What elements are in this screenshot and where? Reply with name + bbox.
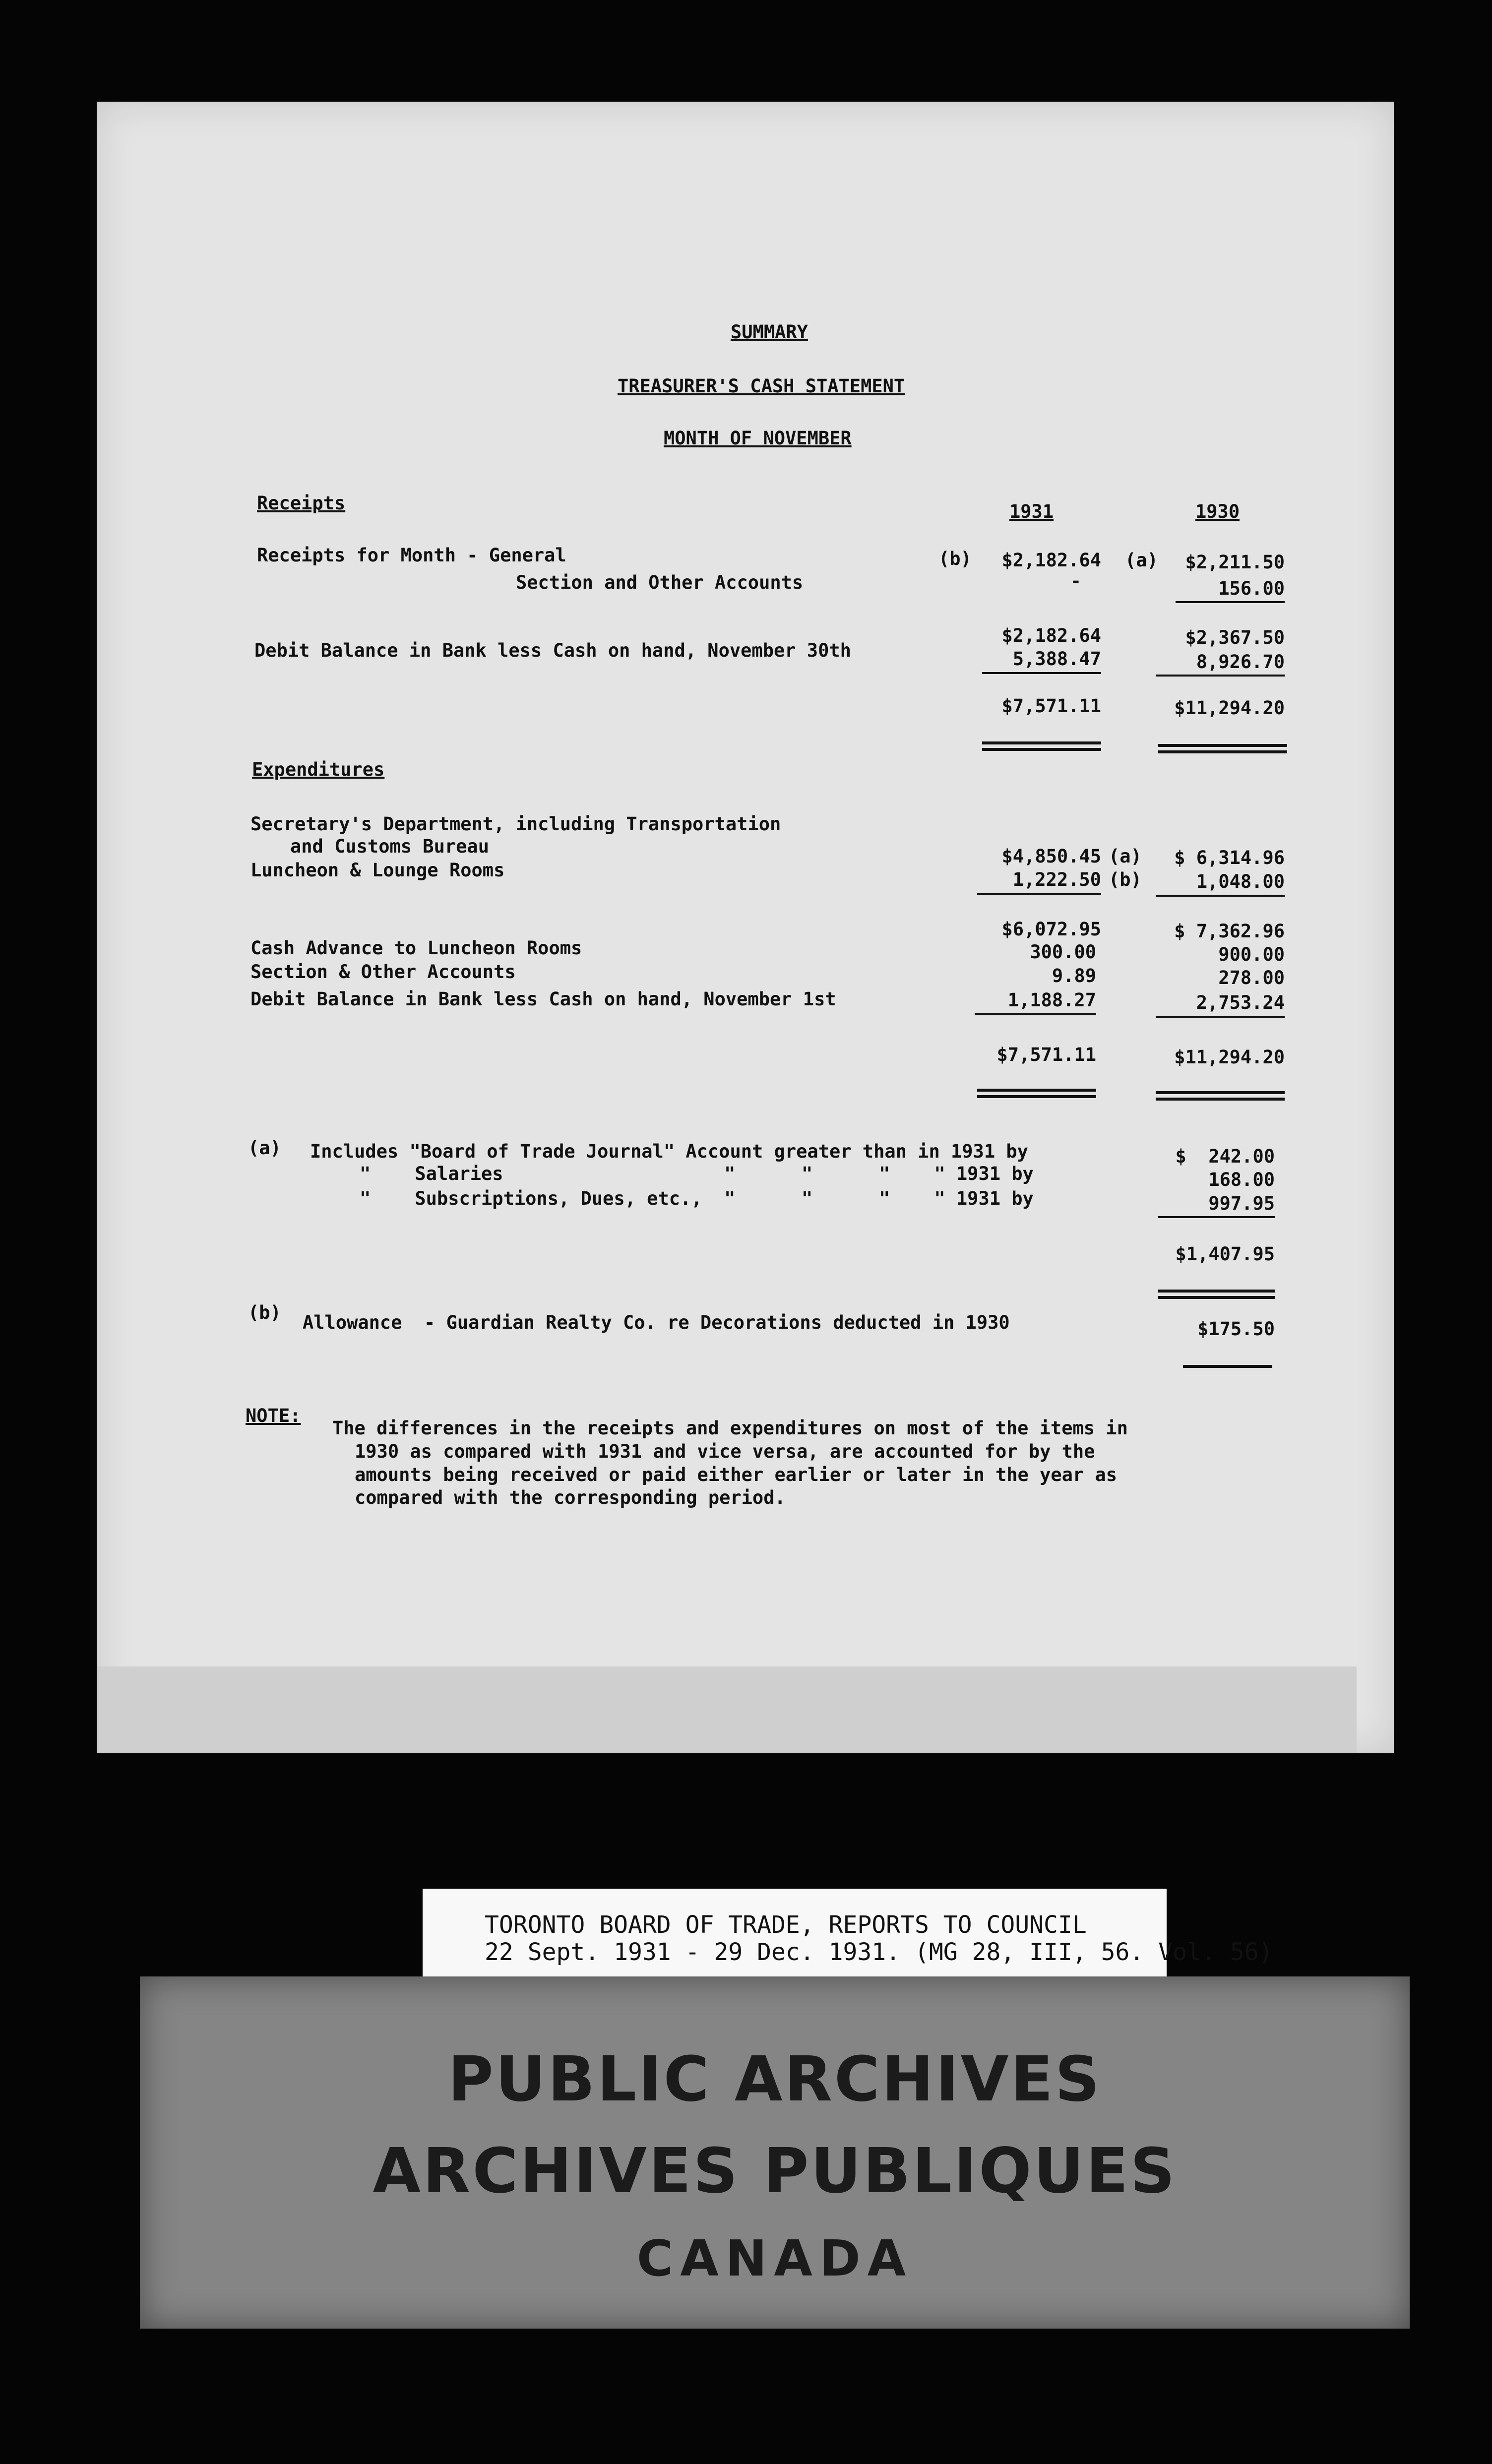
receipts-row1-mark-1930: (a) xyxy=(1125,550,1158,571)
receipts-row2-1930: 156.00 xyxy=(1218,578,1285,599)
rule-receipts-total-1930-b xyxy=(1158,750,1287,753)
rule-receipts-row3-1931 xyxy=(982,672,1101,674)
note-b-mark: (b) xyxy=(248,1302,281,1323)
note-line2: 1930 as compared with 1931 and vice versa, are accounted for by the xyxy=(355,1441,1095,1462)
expenditures-title: Expenditures xyxy=(252,759,385,780)
expenditures-row2-mark: (b) xyxy=(1109,869,1142,890)
receipts-row3-1930: 8,926.70 xyxy=(1196,651,1285,673)
expenditures-row4-1930: 278.00 xyxy=(1218,967,1285,988)
note-a-val1: $ 242.00 xyxy=(1175,1146,1275,1167)
receipts-total-1930: $11,294.20 xyxy=(1174,697,1285,719)
rule-receipts-row2 xyxy=(1176,601,1285,603)
stamp-line1: PUBLIC ARCHIVES xyxy=(448,2043,1102,2115)
note-a-total: $1,407.95 xyxy=(1175,1243,1275,1265)
expenditures-row5-label: Debit Balance in Bank less Cash on hand, November 1st xyxy=(250,988,836,1010)
rule-note-a-total-a xyxy=(1158,1290,1275,1293)
archives-stamp xyxy=(140,1976,1410,2329)
expenditures-row1-1931: $4,850.45 xyxy=(1001,846,1101,867)
rule-exp-row2-1931 xyxy=(977,893,1101,895)
expenditures-row4-1931: 9.89 xyxy=(1052,965,1096,986)
rule-receipts-total-1930-a xyxy=(1158,744,1287,747)
rule-receipts-total-1931-a xyxy=(982,741,1101,744)
note-b-val: $175.50 xyxy=(1197,1318,1275,1340)
expenditures-row2-label: Luncheon & Lounge Rooms xyxy=(250,860,505,881)
expenditures-row1-1930: $ 6,314.96 xyxy=(1174,847,1285,868)
expenditures-row5-1930: 2,753.24 xyxy=(1196,992,1285,1013)
expenditures-row2-1931: 1,222.50 xyxy=(1012,869,1101,890)
column-1930: 1930 xyxy=(1195,501,1240,522)
expenditures-row3-label: Cash Advance to Luncheon Rooms xyxy=(250,937,582,959)
expenditures-row1-label: Secretary's Department, including Transportation xyxy=(250,813,781,835)
expenditures-row3-1931: 300.00 xyxy=(1030,941,1096,963)
note-line3: amounts being received or paid either earlier or later in the year as xyxy=(355,1464,1118,1485)
heading-statement: TREASURER'S CASH STATEMENT xyxy=(618,375,905,397)
note-a-val2: 168.00 xyxy=(1208,1169,1275,1190)
expenditures-sub-1931: $6,072.95 xyxy=(1001,919,1101,940)
receipts-title: Receipts xyxy=(257,493,346,514)
expenditures-row1-label-b: and Customs Bureau xyxy=(290,836,489,857)
archive-label xyxy=(423,1889,1273,1978)
rule-exp-total-1930-a xyxy=(1156,1091,1285,1094)
rule-exp-total-1931-b xyxy=(977,1095,1096,1098)
heading-month: MONTH OF NOVEMBER xyxy=(664,428,852,449)
expenditures-total-1930: $11,294.20 xyxy=(1174,1047,1285,1068)
stamp-line2: ARCHIVES PUBLIQUES xyxy=(373,2135,1177,2207)
note-b-line: Allowance - Guardian Realty Co. re Decorations deducted in 1930 xyxy=(303,1312,1010,1333)
rule-receipts-row3-1930 xyxy=(1156,675,1285,677)
note-line1: The differences in the receipts and expenditures on most of the items in xyxy=(332,1417,1128,1439)
rule-exp-row5-1930 xyxy=(1156,1016,1285,1018)
rule-note-a-total-b xyxy=(1158,1296,1275,1299)
receipts-row2-1931: - xyxy=(1070,570,1081,592)
note-a-line2: " Salaries " " " " 1931 by xyxy=(360,1163,1034,1184)
note-line4: compared with the corresponding period. xyxy=(355,1487,786,1508)
note-label: NOTE: xyxy=(246,1405,301,1426)
receipts-sub-1931: $2,182.64 xyxy=(1001,625,1101,646)
receipts-row1-1930: $2,211.50 xyxy=(1185,552,1285,573)
note-a-line3: " Subscriptions, Dues, etc., " " " " 1931 by xyxy=(360,1188,1034,1209)
rule-exp-total-1930-b xyxy=(1156,1098,1285,1101)
receipts-row3-1931: 5,388.47 xyxy=(1012,648,1101,670)
expenditures-row5-1931: 1,188.27 xyxy=(1007,989,1096,1011)
note-a-mark: (a) xyxy=(248,1137,281,1159)
expenditures-row3-1930: 900.00 xyxy=(1218,944,1285,965)
rule-exp-total-1931-a xyxy=(977,1089,1096,1092)
expenditures-row4-label: Section & Other Accounts xyxy=(250,961,516,983)
expenditures-row2-1930: 1,048.00 xyxy=(1196,871,1285,892)
receipts-row3-label: Debit Balance in Bank less Cash on hand, November 30th xyxy=(254,640,851,661)
column-1931: 1931 xyxy=(1009,501,1054,522)
stamp-line3: CANADA xyxy=(636,2229,913,2287)
expenditures-sub-1930: $ 7,362.96 xyxy=(1174,921,1285,942)
receipts-row2-label: Section and Other Accounts xyxy=(516,572,804,593)
receipts-total-1931: $7,571.11 xyxy=(1001,695,1101,717)
expenditures-total-1931: $7,571.11 xyxy=(996,1044,1096,1065)
receipts-sub-1930: $2,367.50 xyxy=(1185,627,1285,648)
rule-receipts-total-1931-b xyxy=(982,748,1101,751)
note-a-val3: 997.95 xyxy=(1208,1193,1275,1214)
heading-summary: SUMMARY xyxy=(731,321,808,343)
receipts-row1-mark-1931: (b) xyxy=(938,548,972,569)
rule-exp-row5-1931 xyxy=(975,1013,1096,1015)
note-a-line1: Includes "Board of Trade Journal" Account greater than in 1931 by xyxy=(310,1141,1028,1162)
archive-label-line1: TORONTO BOARD OF TRADE, REPORTS TO COUNCIL xyxy=(485,1911,1087,1939)
rule-note-a-val3 xyxy=(1158,1216,1275,1218)
page-fold xyxy=(97,1666,1357,1753)
expenditures-row1-mark: (a) xyxy=(1109,846,1142,867)
receipts-row1-1931: $2,182.64 xyxy=(1001,550,1101,571)
archive-label-line2: 22 Sept. 1931 - 29 Dec. 1931. (MG 28, III, 56. Vol. 56) xyxy=(485,1938,1273,1966)
receipts-row1-label: Receipts for Month - General xyxy=(257,545,566,566)
rule-note-b xyxy=(1183,1365,1272,1368)
rule-exp-row2-1930 xyxy=(1156,895,1285,897)
